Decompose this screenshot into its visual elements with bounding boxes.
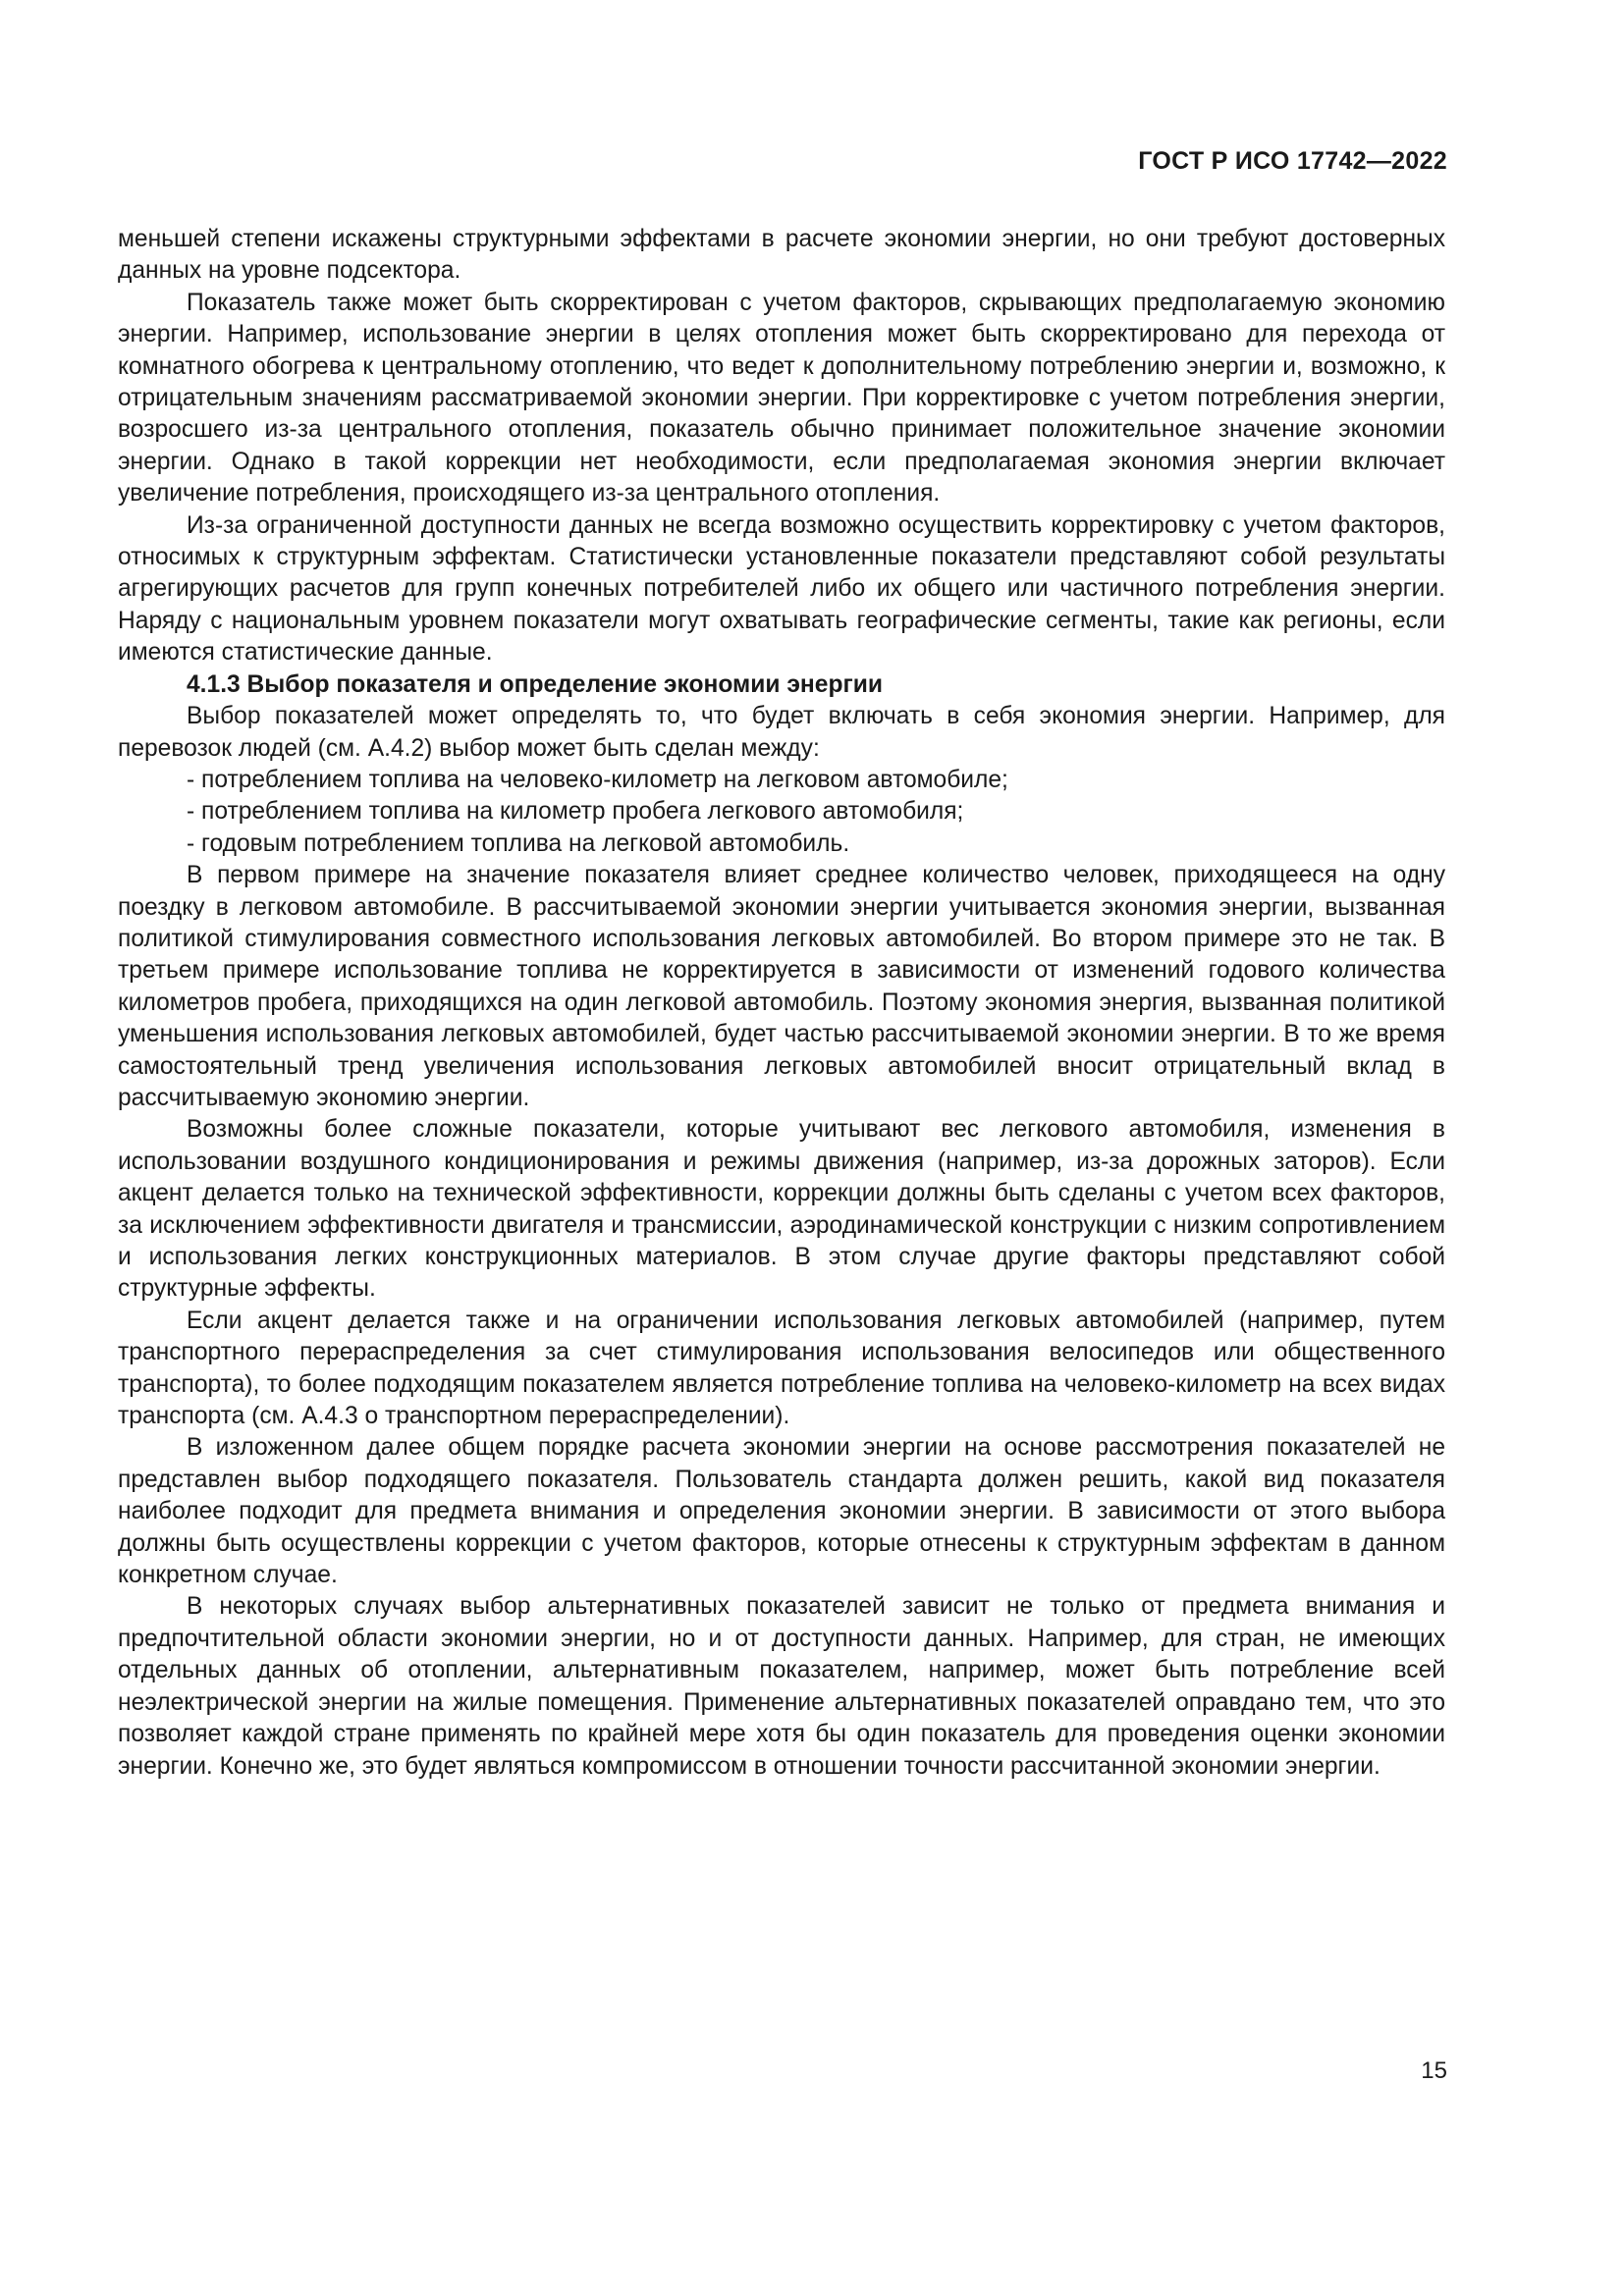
section-heading: 4.1.3 Выбор показателя и определение экономии энергии bbox=[187, 670, 883, 698]
paragraph: Показатель также может быть скорректирован с учетом факторов, скрывающих предполагаемую экономию энергии. Например, использование энергии в целях отопления может быть скорректировано для перехода от комнатного обогрева к центральному отоплению, что ведет к дополнительному потреблению энергии и, возможно, к отрицательным значениям рассматриваемой экономии энергии. При корректировке с учетом потребления энергии, возросшего из-за центрального отопления, показатель обычно принимает положительное значение экономии энергии. Однако в такой коррекции нет необходимости, если предполагаемая экономия энергии включает увеличение потребления, происходящего из-за центрального отопления. bbox=[118, 289, 1445, 507]
list-item: - потреблением топлива на человеко-километр на легковом автомобиле; bbox=[187, 765, 1445, 796]
paragraph: Возможны более сложные показатели, которые учитывают вес легкового автомобиля, изменения в использовании воздушного кондиционирования и режимы движения (например, из-за дорожных заторов). Если акцент делается только на технической эффективности, коррекции должны быть сделаны с учетом всех факторов, за исключением эффективности двигателя и трансмиссии, аэродинамической конструкции с низким сопротивлением и использования легких конструкционных материалов. В этом случае другие факторы представляют собой структурные эффекты. bbox=[118, 1116, 1445, 1303]
paragraph: В изложенном далее общем порядке расчета экономии энергии на основе рассмотрения показателей не представлен выбор подходящего показателя. Пользователь стандарта должен решить, какой вид показателя наиболее подходит для предмета внимания и определения экономии энергии. В зависимости от этого выбора должны быть осуществлены коррекции с учетом факторов, которые отнесены к структурным эффектам в данном конкретном случае. bbox=[118, 1434, 1445, 1589]
paragraph: В первом примере на значение показателя влияет среднее количество человек, приходящееся на одну поездку в легковом автомобиле. В рассчитываемой экономии энергии учитывается экономия энергии, вызванная политикой стимулирования совместного использования легковых автомобилей. Во втором примере это не так. В третьем примере использование топлива не корректируется в зависимости от изменений годового количества километров пробега, приходящихся на один легковой автомобиль. Поэтому экономия энергия, вызванная политикой уменьшения использования легковых автомобилей, будет частью рассчитываемой экономии энергии. В то же время самостоятельный тренд увеличения использования легковых автомобилей вносит отрицательный вклад в рассчитываемую экономию энергии. bbox=[118, 862, 1445, 1111]
list-item: - потреблением топлива на километр пробега легкового автомобиля; bbox=[187, 796, 1445, 828]
paragraph: В некоторых случаях выбор альтернативных показателей зависит не только от предмета внимания и предпочтительной области экономии энергии, но и от доступности данных. Например, для стран, не имеющих отдельных данных об отоплении, альтернативным показателем, например, может быть потребление всей неэлектрической энергии на жилые помещения. Применение альтернативных показателей оправдано тем, что это позволяет каждой стране применять по крайней мере хотя бы один показатель для проведения оценки экономии энергии. Конечно же, это будет являться компромиссом в отношении точности рассчитанной экономии энергии. bbox=[118, 1593, 1445, 1780]
document-body bbox=[118, 224, 1445, 1783]
paragraph: Из-за ограниченной доступности данных не всегда возможно осуществить корректировку с учетом факторов, относимых к структурным эффектам. Статистически установленные показатели представляют собой результаты агрегирующих расчетов для групп конечных потребителей либо их общего или частичного потребления энергии. Наряду с национальным уровнем показатели могут охватывать географические сегменты, такие как регионы, если имеются статистические данные. bbox=[118, 511, 1445, 667]
standard-code-header: ГОСТ Р ИСО 17742—2022 bbox=[1138, 147, 1447, 175]
list-item: - годовым потреблением топлива на легковой автомобиль. bbox=[187, 828, 1445, 860]
options-list bbox=[118, 765, 1445, 860]
page-number: 15 bbox=[1421, 2057, 1447, 2084]
paragraph-continuation: меньшей степени искажены структурными эффектами в расчете экономии энергии, но они требуют достоверных данных на уровне подсектора. bbox=[118, 226, 1445, 285]
paragraph-intro: Выбор показателей может определять то, что будет включать в себя экономия энергии. Например, для перевозок людей (см. А.4.2) выбор может быть сделан между: bbox=[118, 703, 1445, 762]
paragraph: Если акцент делается также и на ограничении использования легковых автомобилей (например, путем транспортного перераспределения за счет стимулирования использования велосипедов или общественного транспорта), то более подходящим показателем является потребление топлива на человеко-километр на всех видах транспорта (см. А.4.3 о транспортном перераспределении). bbox=[118, 1307, 1445, 1430]
